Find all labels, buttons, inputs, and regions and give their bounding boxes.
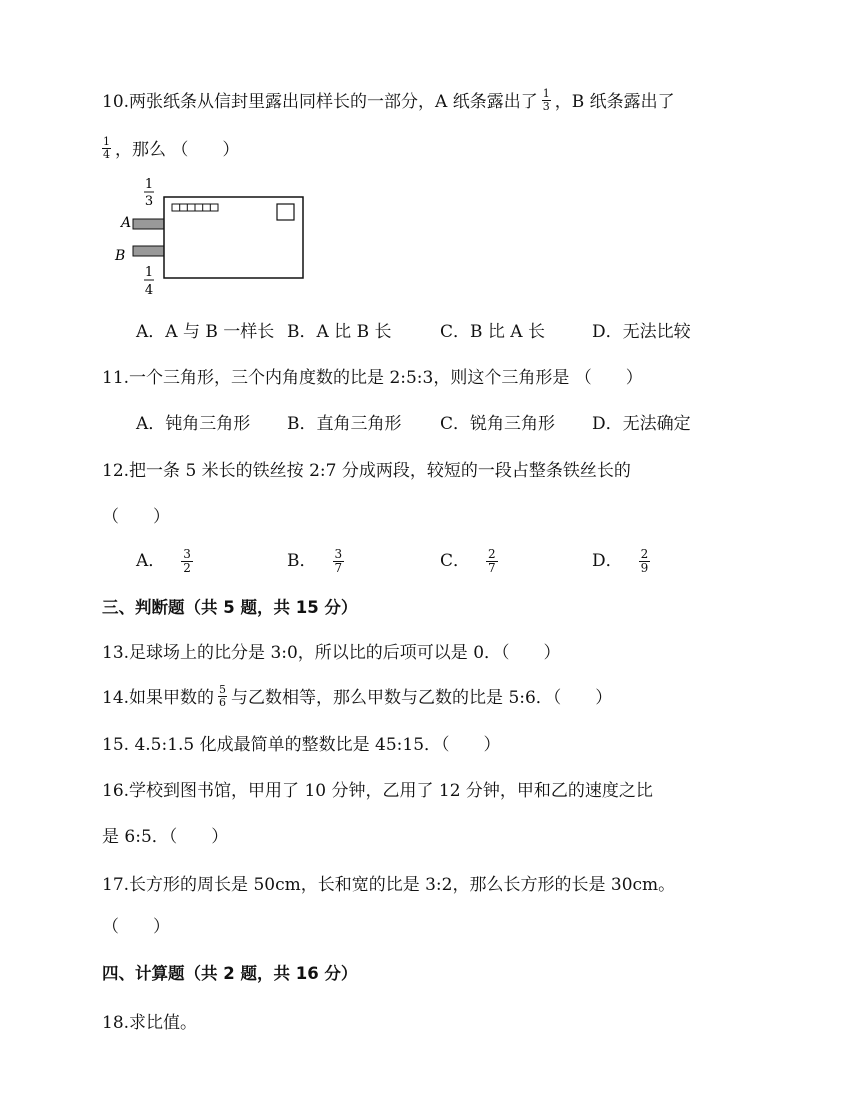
q11-text: 11.一个三角形，三个内角度数的比是 2:5:3，则这个三角形是 （ ） [102, 368, 643, 388]
q15-text: 15. 4.5:1.5 化成最简单的整数比是 45:15．（ ） [102, 735, 501, 755]
diagram-top-frac-num: 1 [144, 177, 154, 192]
q16-line2: 是 6:5．（ ） [102, 827, 229, 847]
q12-option-a-frac: $\frac{3}{2}$ [183, 547, 191, 575]
q11-option-c[interactable]: C．锐角三角形 [440, 414, 556, 434]
section-3-heading: 三、判断题（共 5 题，共 15 分） [102, 598, 358, 617]
q17-line2: （ ） [102, 917, 170, 937]
q10-text-line2: ，那么 （ ） [115, 140, 240, 160]
q10-option-b[interactable]: B．A 比 B 长 [287, 322, 392, 342]
q10-fraction-a: $\frac{1}{3}$ [542, 87, 550, 113]
q10-option-c[interactable]: C．B 比 A 长 [440, 322, 545, 342]
q14-suffix: 与乙数相等，那么甲数与乙数的比是 5:6．（ ） [231, 688, 613, 708]
q14-line [102, 683, 613, 711]
strip-a [133, 219, 165, 229]
q16-line1: 16.学校到图书馆，甲用了 10 分钟，乙用了 12 分钟，甲和乙的速度之比 [102, 781, 653, 801]
strip-b [133, 246, 165, 256]
q12-option-b-frac: $\frac{3}{7}$ [334, 547, 343, 575]
q18-text: 18.求比值。 [102, 1013, 198, 1033]
q10-text-suffix: ，B 纸条露出了 [554, 92, 675, 112]
section-4-heading: 四、计算题（共 2 题，共 16 分） [102, 964, 358, 983]
diagram-label-a: A [121, 215, 132, 231]
q10-fraction-b: $\frac{1}{4}$ [103, 135, 110, 161]
q11-option-d[interactable]: D．无法确定 [592, 414, 691, 434]
envelope [164, 197, 303, 278]
q12-option-a[interactable]: A． $\frac{3}{2}$ [136, 547, 191, 575]
envelope-diagram [100, 172, 310, 302]
q11-option-a[interactable]: A．钝角三角形 [136, 414, 251, 434]
q12-option-b[interactable]: B． $\frac{3}{7}$ [287, 547, 343, 575]
diagram-bottom-frac-den: 4 [144, 283, 154, 298]
q12-text: 12.把一条 5 米长的铁丝按 2:7 分成两段，较短的一段占整条铁丝长的 [102, 461, 631, 481]
q10-text-prefix: 10.两张纸条从信封里露出同样长的一部分，A 纸条露出了 [102, 92, 538, 112]
q11-option-b[interactable]: B．直角三角形 [287, 414, 402, 434]
diagram-bottom-frac-num: 1 [144, 265, 154, 280]
q13-text: 13.足球场上的比分是 3:0，所以比的后项可以是 0．（ ） [102, 643, 561, 663]
q12-option-c[interactable]: C． $\frac{2}{7}$ [440, 547, 496, 575]
q10-option-a[interactable]: A．A 与 B 一样长 [136, 322, 275, 342]
q14-prefix: 14.如果甲数的 [102, 688, 215, 708]
diagram-label-b: B [115, 248, 126, 264]
q12-option-d[interactable]: D． $\frac{2}{9}$ [592, 547, 649, 575]
q12-option-c-frac: $\frac{2}{7}$ [488, 547, 496, 575]
q10-line2 [102, 135, 240, 163]
q10-line1 [102, 87, 675, 115]
diagram-top-frac-den: 3 [144, 194, 154, 209]
q12-option-d-frac: $\frac{2}{9}$ [640, 547, 649, 575]
q10-option-d[interactable]: D．无法比较 [592, 322, 691, 342]
q17-line1: 17.长方形的周长是 50cm，长和宽的比是 3:2，那么长方形的长是 30cm。 [102, 875, 676, 895]
q14-fraction: $\frac{5}{6}$ [219, 683, 227, 709]
q12-paren: （ ） [102, 507, 170, 527]
